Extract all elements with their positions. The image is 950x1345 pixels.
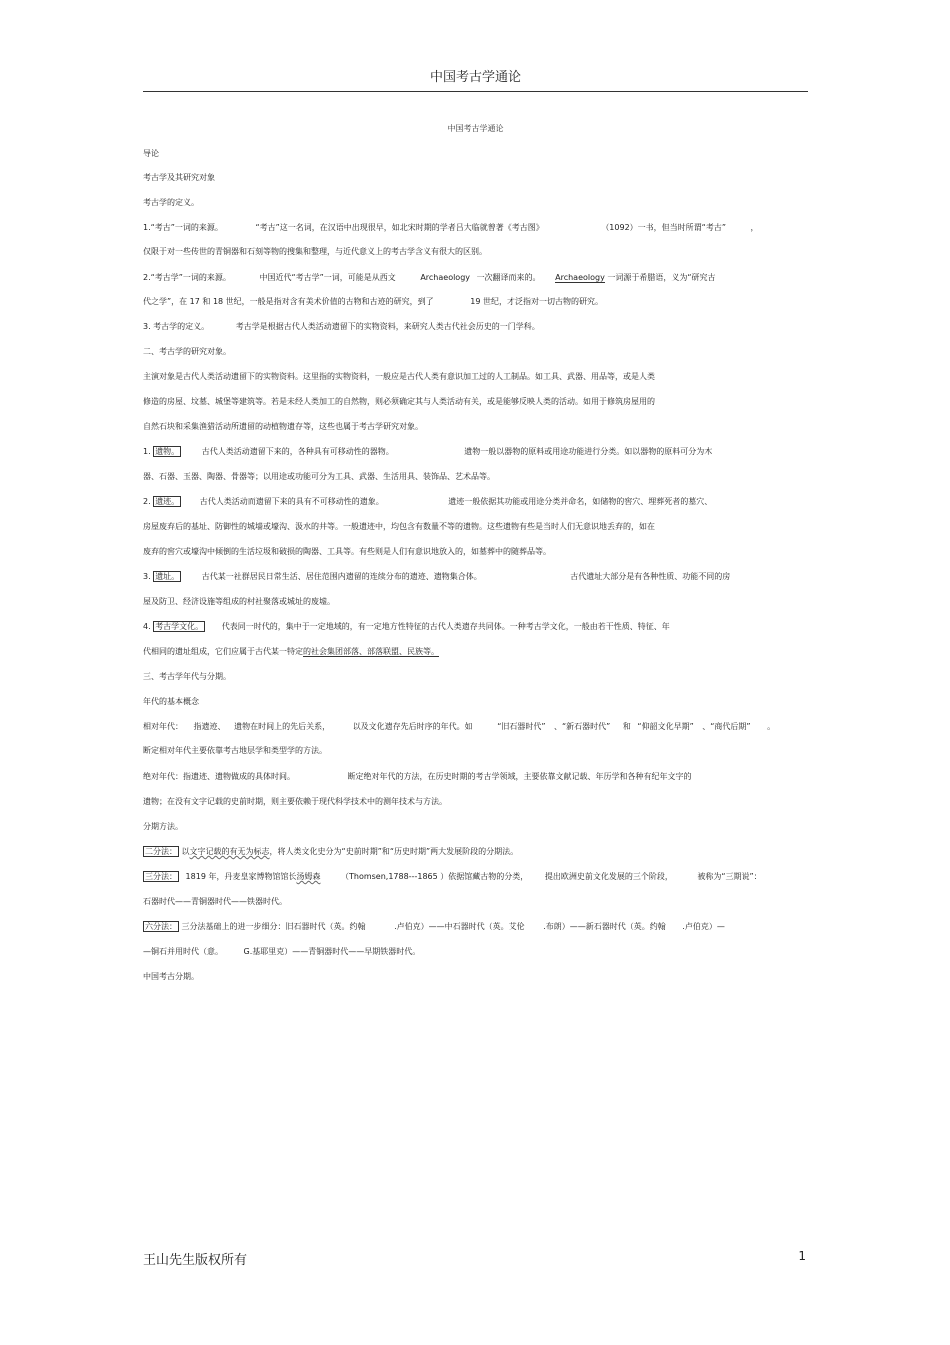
text-run: 遗迹一般依据其功能或用途分类并命名，如储物的窖穴、埋葬死者的墓穴、	[448, 497, 713, 506]
text-run: 提出欧洲史前文化发展的三个阶段，	[544, 872, 673, 881]
paragraph-line	[143, 621, 670, 632]
text-run: 代之学”，在 17 和 18 世纪，一般是指对含有美术价值的古物和古迹的研究，到了	[143, 297, 434, 306]
text-run: 和	[622, 722, 631, 731]
text-run: 代表同一时代的，集中于一定地域的，有一定地方性特征的古代人类遗存共同体。一种考古学文化，一般由若干性质、特征、年	[221, 622, 670, 631]
paragraph-line	[143, 721, 775, 732]
subsection-text: 考古学的定义。	[143, 198, 199, 207]
text-run: 古代人类活动遗留下来的，各种具有可移动性的器物。	[201, 447, 394, 456]
boxed-term: 三分法：	[145, 872, 177, 881]
text-run: —铜石并用时代（意。	[143, 947, 223, 956]
text-run: 。	[767, 722, 776, 731]
text-run: 、“商代后期”	[702, 722, 751, 731]
paragraph-line	[143, 246, 487, 257]
text-run: 、“新石器时代”	[554, 722, 611, 731]
page-number: 1	[798, 1249, 806, 1263]
paragraph-line	[143, 521, 655, 532]
text-run: 屋及防卫、经济设施等组成的村社聚落或城址的废墟。	[143, 597, 335, 606]
paragraph-line	[143, 871, 762, 882]
boxed-term: 遗迹。	[155, 497, 180, 506]
page-header-title: 中国考古学通论	[429, 70, 521, 85]
subsection-text: 年代的基本概念	[143, 697, 199, 706]
boxed-term: 六分法：	[145, 922, 177, 931]
text-run: 断定绝对年代的方法，在历史时期的考古学领域，主要依靠文献记载、年历学和各种有纪年文字的	[347, 772, 692, 781]
text-run: 主演对象是古代人类活动遗留下的实物资料。这里指的实物资料，一般应是古代人类有意识加工过的人工制品。如工具、武器、用品等，或是人类	[143, 372, 655, 381]
text-run: 仅限于对一些传世的青铜器和石刻等物的搜集和整理，与近代意义上的考古学含义有很大的区别。	[143, 247, 487, 256]
text-run: 遗物；在没有文字记载的史前时期，则主要依赖于现代科学技术中的测年技术与方法。	[143, 797, 447, 806]
text-run: “旧石器时代”	[497, 722, 546, 731]
header-rule	[143, 91, 808, 92]
intro-text: 导论	[143, 149, 159, 158]
text-run: 古代遗址大部分是有各种性质、功能不同的房	[570, 572, 731, 581]
item-number: 4.	[143, 622, 151, 631]
paragraph-line	[143, 796, 447, 807]
paragraph-line	[143, 571, 730, 582]
text-run: 1819 年，丹麦皇家博物馆馆长	[185, 872, 297, 881]
text-run: 遗物一般以器物的原料或用途功能进行分类。如以器物的原料可分为木	[464, 447, 713, 456]
section-text: 二、考古学的研究对象。	[143, 347, 231, 356]
text-run: “仰韶文化早期”	[637, 722, 694, 731]
text-run: 以及文化遗存先后时序的年代。如	[352, 722, 473, 731]
subsection-heading	[143, 696, 199, 707]
paragraph-line	[143, 296, 603, 307]
subsection-heading	[143, 971, 199, 982]
text-run: .卢伯克）——中石器时代（英。艾伦	[394, 922, 525, 931]
text-run: 断定相对年代主要依靠考古地层学和类型学的方法。	[143, 746, 327, 755]
text-run: 石器时代——青铜器时代——铁器时代。	[143, 897, 287, 906]
text-run: ，将人类文化史分为“史前时期”和“历史时期”两大发展阶段的分期法。	[269, 847, 519, 856]
paragraph-line	[143, 596, 335, 607]
paragraph-line	[143, 222, 759, 233]
boxed-term: 考古学文化。	[155, 622, 204, 631]
paragraph-line	[143, 921, 725, 932]
section-heading	[143, 346, 231, 357]
text-run: 被称为“三期说”：	[697, 872, 762, 881]
text-run: （1092）一书，但当时所谓“考古”	[601, 223, 726, 232]
text-run: 代相同的遗址组成，它们应属于古代某一特定	[143, 647, 303, 656]
underlined-term: 文字记载的有无为标志	[189, 847, 270, 856]
paragraph-line	[143, 272, 716, 283]
paragraph-line	[143, 396, 655, 407]
text-run: 指遗迹、	[193, 722, 226, 731]
text-run: 相对年代：	[143, 722, 183, 731]
text-run: 三分法基础上的进一步细分：旧石器时代（英。约翰	[181, 922, 366, 931]
paragraph-line	[143, 946, 420, 957]
text-run: 3. 考古学的定义。	[143, 322, 210, 331]
subsection-text: 分期方法。	[143, 822, 183, 831]
text-run: .卢伯克）—	[682, 922, 725, 931]
text-run: 以	[181, 847, 190, 856]
paragraph-line	[143, 421, 423, 432]
text-run: 房屋废弃后的基址、防御性的城墙或壕沟、汲水的井等。一般遗迹中，均包含有数量不等的遗物。这些遗物有些是当时人们无意识地丢弃的，如在	[143, 522, 655, 531]
text-run: 一次翻译而来的。	[476, 273, 541, 282]
document-title: 中国考古学通论	[447, 124, 504, 133]
subsection-text: 中国考古分期。	[143, 972, 199, 981]
paragraph-line	[143, 646, 439, 657]
paragraph-line	[143, 371, 655, 382]
text-run: 废弃的窖穴或壕沟中倾倒的生活垃圾和破损的陶器、工具等。有些则是人们有意识地放入的，如墓葬中的随葬品等。	[143, 547, 551, 556]
paragraph-line	[143, 771, 692, 782]
text-run: （Thomsen,1788---1865 ）依据馆藏古物的分类，	[341, 872, 529, 881]
paragraph-line	[143, 471, 495, 482]
item-number: 3.	[143, 572, 151, 581]
boxed-term: 遗址。	[155, 572, 180, 581]
subsection-heading	[143, 821, 183, 832]
text-run: 19 世纪，才泛指对一切古物的研究。	[470, 297, 603, 306]
text-run: .布朗）——新石器时代（英。约翰	[543, 922, 666, 931]
text-run: G.基耶里克）——青铜器时代——早期铁器时代。	[243, 947, 421, 956]
paragraph-line	[143, 496, 712, 507]
boxed-term: 二分法：	[145, 847, 177, 856]
section-text: 三、考古学年代与分期。	[143, 672, 231, 681]
text-run: 自然石块和采集渔猎活动所遗留的动植物遗存等，这些也属于考古学研究对象。	[143, 422, 423, 431]
paragraph-line	[143, 896, 287, 907]
subsection-heading	[143, 197, 199, 208]
text-run: 中国近代“考古学”一词，可能是从西文	[259, 273, 396, 282]
item-number: 1.	[143, 447, 151, 456]
intro-heading	[143, 148, 159, 159]
text-run: 修造的房屋、坟墓、城堡等建筑等。若是未经人类加工的自然物，则必须确定其与人类活动有关，或是能够反映人类的活动。如用于修筑房屋用的	[143, 397, 655, 406]
text-run: 遗物在时间上的先后关系，	[234, 722, 331, 731]
underlined-term: 汤姆森	[296, 872, 321, 881]
text-run: 考古学是根据古代人类活动遗留下的实物资料，来研究人类古代社会历史的一门学科。	[235, 322, 540, 331]
text-run: Archaeology	[420, 273, 471, 282]
footer-copyright: 王山先生版权所有	[143, 1253, 248, 1268]
text-run: 绝对年代：指遗迹、遗物做成的具体时间。	[143, 772, 295, 781]
item-number: 2.	[143, 497, 151, 506]
boxed-term: 遗物。	[155, 447, 180, 456]
text-run: 器、石器、玉器、陶器、骨器等；以用途或功能可分为工具、武器、生活用具、装饰品、艺术品等。	[143, 472, 495, 481]
paragraph-line	[143, 321, 540, 332]
section-heading	[143, 172, 215, 183]
text-run: “考古”这一名词，在汉语中出现很早，如北宋时期的学者吕大临就曾著《考古图》	[255, 223, 544, 232]
paragraph-line	[143, 546, 551, 557]
paragraph-line	[143, 446, 712, 457]
section-heading	[143, 671, 231, 682]
section-text: 考古学及其研究对象	[143, 173, 215, 182]
text-run: 2.“考古学”一词的来源。	[143, 273, 231, 282]
paragraph-line	[143, 846, 518, 857]
text-run: ，	[750, 223, 759, 232]
underlined-term: Archaeology	[555, 273, 605, 282]
text-run: 1.“考古”一词的来源。	[143, 223, 223, 232]
underlined-term: 的社会集团部落、部落联盟、民族等。	[303, 647, 439, 656]
text-run: 古代某一社群居民日常生活、居住范围内遗留的连续分布的遗迹、遗物集合体。	[201, 572, 482, 581]
text-run: 古代人类活动而遗留下来的具有不可移动性的遗象。	[199, 497, 384, 506]
paragraph-line	[143, 745, 327, 756]
text-run: 一词源于希腊语，义为“研究古	[607, 273, 716, 282]
